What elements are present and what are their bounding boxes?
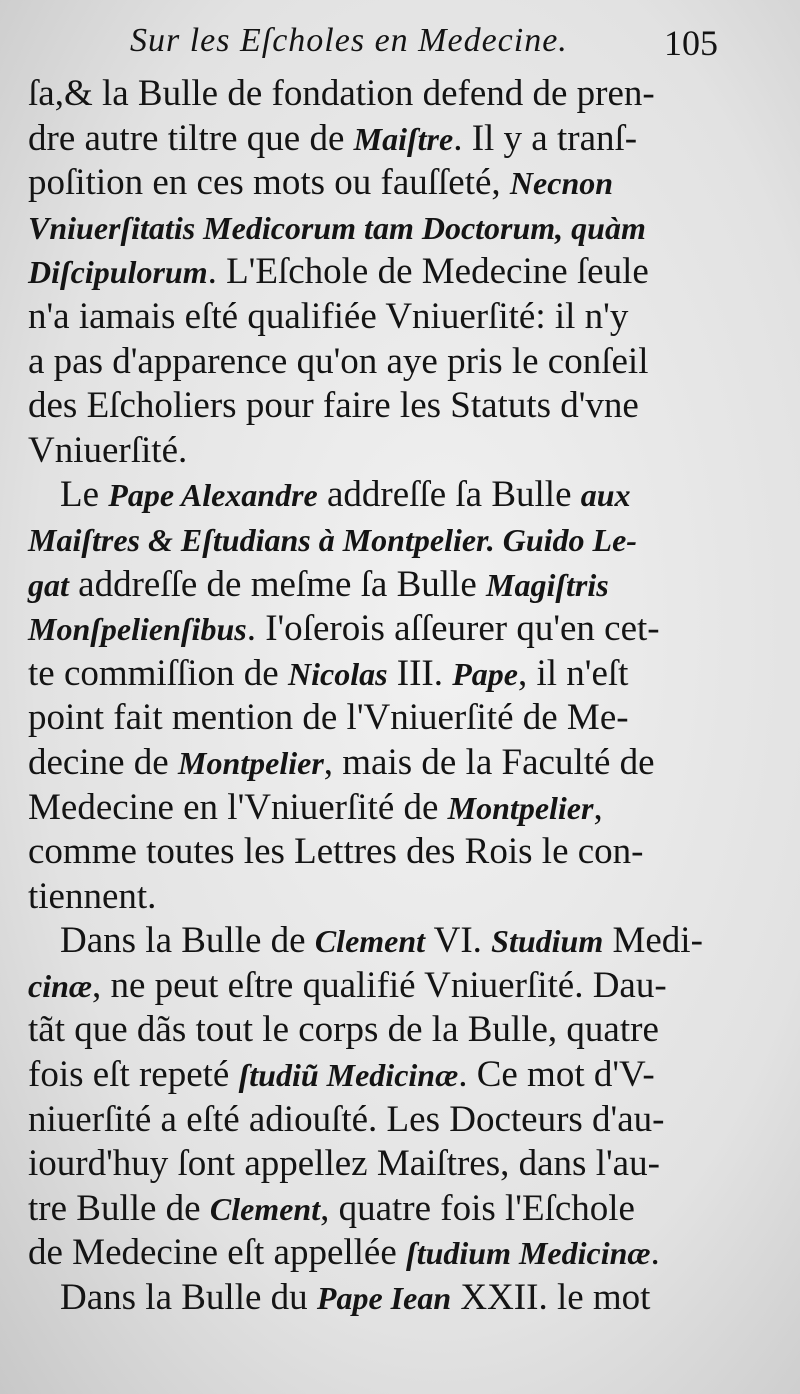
text-segment: , il n'eſt [518,652,629,694]
text-line [28,1142,768,1187]
text-segment: Medecine en l'Vniuerſité de [28,786,448,828]
text-line [28,830,768,875]
italic-segment: Medicorum tam Doctorum, quàm [203,209,646,246]
text-segment: a pas d'apparence qu'on aye pris le conſeil [28,340,649,382]
text-segment: . [650,1232,660,1274]
text-segment: . Il y a tranſ- [453,117,638,159]
page-number: 105 [664,23,718,63]
text-segment: Le [60,474,109,516]
italic-segment: Montpelier [447,789,594,826]
text-line [28,206,768,251]
text-line [28,473,768,518]
text-segment: tre Bulle de [28,1187,210,1229]
text-segment: . I'oſerois aſſeurer qu'en cet- [246,608,660,650]
text-segment: Medi- [603,920,703,962]
text-line [28,161,768,206]
text-line [28,117,768,162]
body-text [28,72,768,1321]
text-segment: poſition en ces mots ou fauſſeté, [28,162,510,204]
text-segment: iourd'huy ſont appellez Maiſtres, dans l'au- [28,1143,660,1185]
text-segment: tãt que dãs tout le corps de la Bulle, quatre [28,1009,659,1051]
text-segment: Vniuerſité. [28,429,188,471]
italic-segment: ſtudium Medicinæ [406,1235,651,1272]
text-segment: comme toutes les Lettres des Rois le con- [28,831,644,873]
text-segment: addreſſe ſa Bulle [317,474,581,516]
italic-segment: Pape [452,655,518,692]
text-segment: dre autre tiltre que de [28,117,354,159]
running-title: Sur les Eſcholes en Medecine. [130,22,568,59]
text-segment: , ne peut eſtre qualifié Vniuerſité. Dau- [92,964,667,1006]
text-line [28,250,768,295]
text-segment: . L'Eſchole de Medecine ſeule [207,251,649,293]
italic-segment: Maiſtres & Eſtudians à Montpelier. Guido Le- [28,521,637,558]
text-segment: addreſſe de meſme ſa Bulle [68,563,487,605]
text-line [28,964,768,1009]
text-line [28,295,768,340]
text-line [28,741,768,786]
text-segment: tiennent. [28,875,157,917]
italic-segment: Studium [491,923,604,960]
text-segment: niuerſité a eſté adiouſté. Les Docteurs d'au- [28,1098,665,1140]
text-line [28,1098,768,1143]
text-segment: VI. [425,920,492,962]
text-line [28,919,768,964]
text-segment: te commiſſion de [28,652,288,694]
text-segment: n'a iamais eſté qualifiée Vniuerſité: il n'y [28,295,629,337]
text-line [28,1231,768,1276]
text-line [28,875,768,920]
italic-segment: Montpelier [177,744,324,781]
text-segment: de Medecine eſt appellée [28,1232,407,1274]
text-segment: III. [387,652,453,694]
text-line [28,72,768,117]
text-segment: , quatre fois l'Eſchole [320,1187,635,1229]
italic-segment: Nicolas [287,655,388,692]
text-line [28,518,768,563]
text-segment: Dans la Bulle de [60,920,315,962]
text-segment: , mais de la Faculté de [323,741,655,783]
text-line [28,1276,768,1321]
text-line [28,384,768,429]
italic-segment: Clement [209,1190,321,1227]
text-segment: point fait mention de l'Vniuerſité de Me- [28,697,629,739]
italic-segment: cinæ [28,967,92,1004]
text-line [28,786,768,831]
italic-segment: Necnon [509,165,614,202]
italic-segment: Maiſtre [353,120,454,157]
text-line [28,563,768,608]
text-segment: , [593,786,603,828]
italic-segment: Pape Alexandre [108,477,318,514]
italic-segment: Clement [314,923,426,960]
text-line [28,696,768,741]
text-segment: XXII. le mot [451,1277,651,1319]
text-segment: ſa,& la Bulle de fondation defend de pren- [28,73,655,114]
text-line [28,607,768,652]
text-line [28,1187,768,1232]
text-segment: des Eſcholiers pour faire les Statuts d'vne [28,385,639,427]
italic-segment: Magiſtris [486,566,609,603]
text-segment: decine de [28,741,178,783]
italic-segment: Pape Iean [316,1280,452,1317]
text-segment: fois eſt repeté [28,1054,239,1096]
text-line [28,652,768,697]
text-segment: . Ce mot d'V- [458,1054,655,1096]
text-segment: Dans la Bulle du [60,1277,317,1319]
italic-segment: Diſcipulorum [28,254,208,291]
text-line [28,429,768,474]
italic-segment: aux [580,477,631,514]
italic-segment: Vniuerſitatis [28,209,204,246]
italic-segment: gat [28,566,69,603]
italic-segment: ſtudiũ Medicinæ [238,1057,459,1094]
text-line [28,340,768,385]
text-line [28,1053,768,1098]
text-line [28,1008,768,1053]
italic-segment: Monſpelienſibus [28,611,247,648]
running-head [0,22,800,72]
